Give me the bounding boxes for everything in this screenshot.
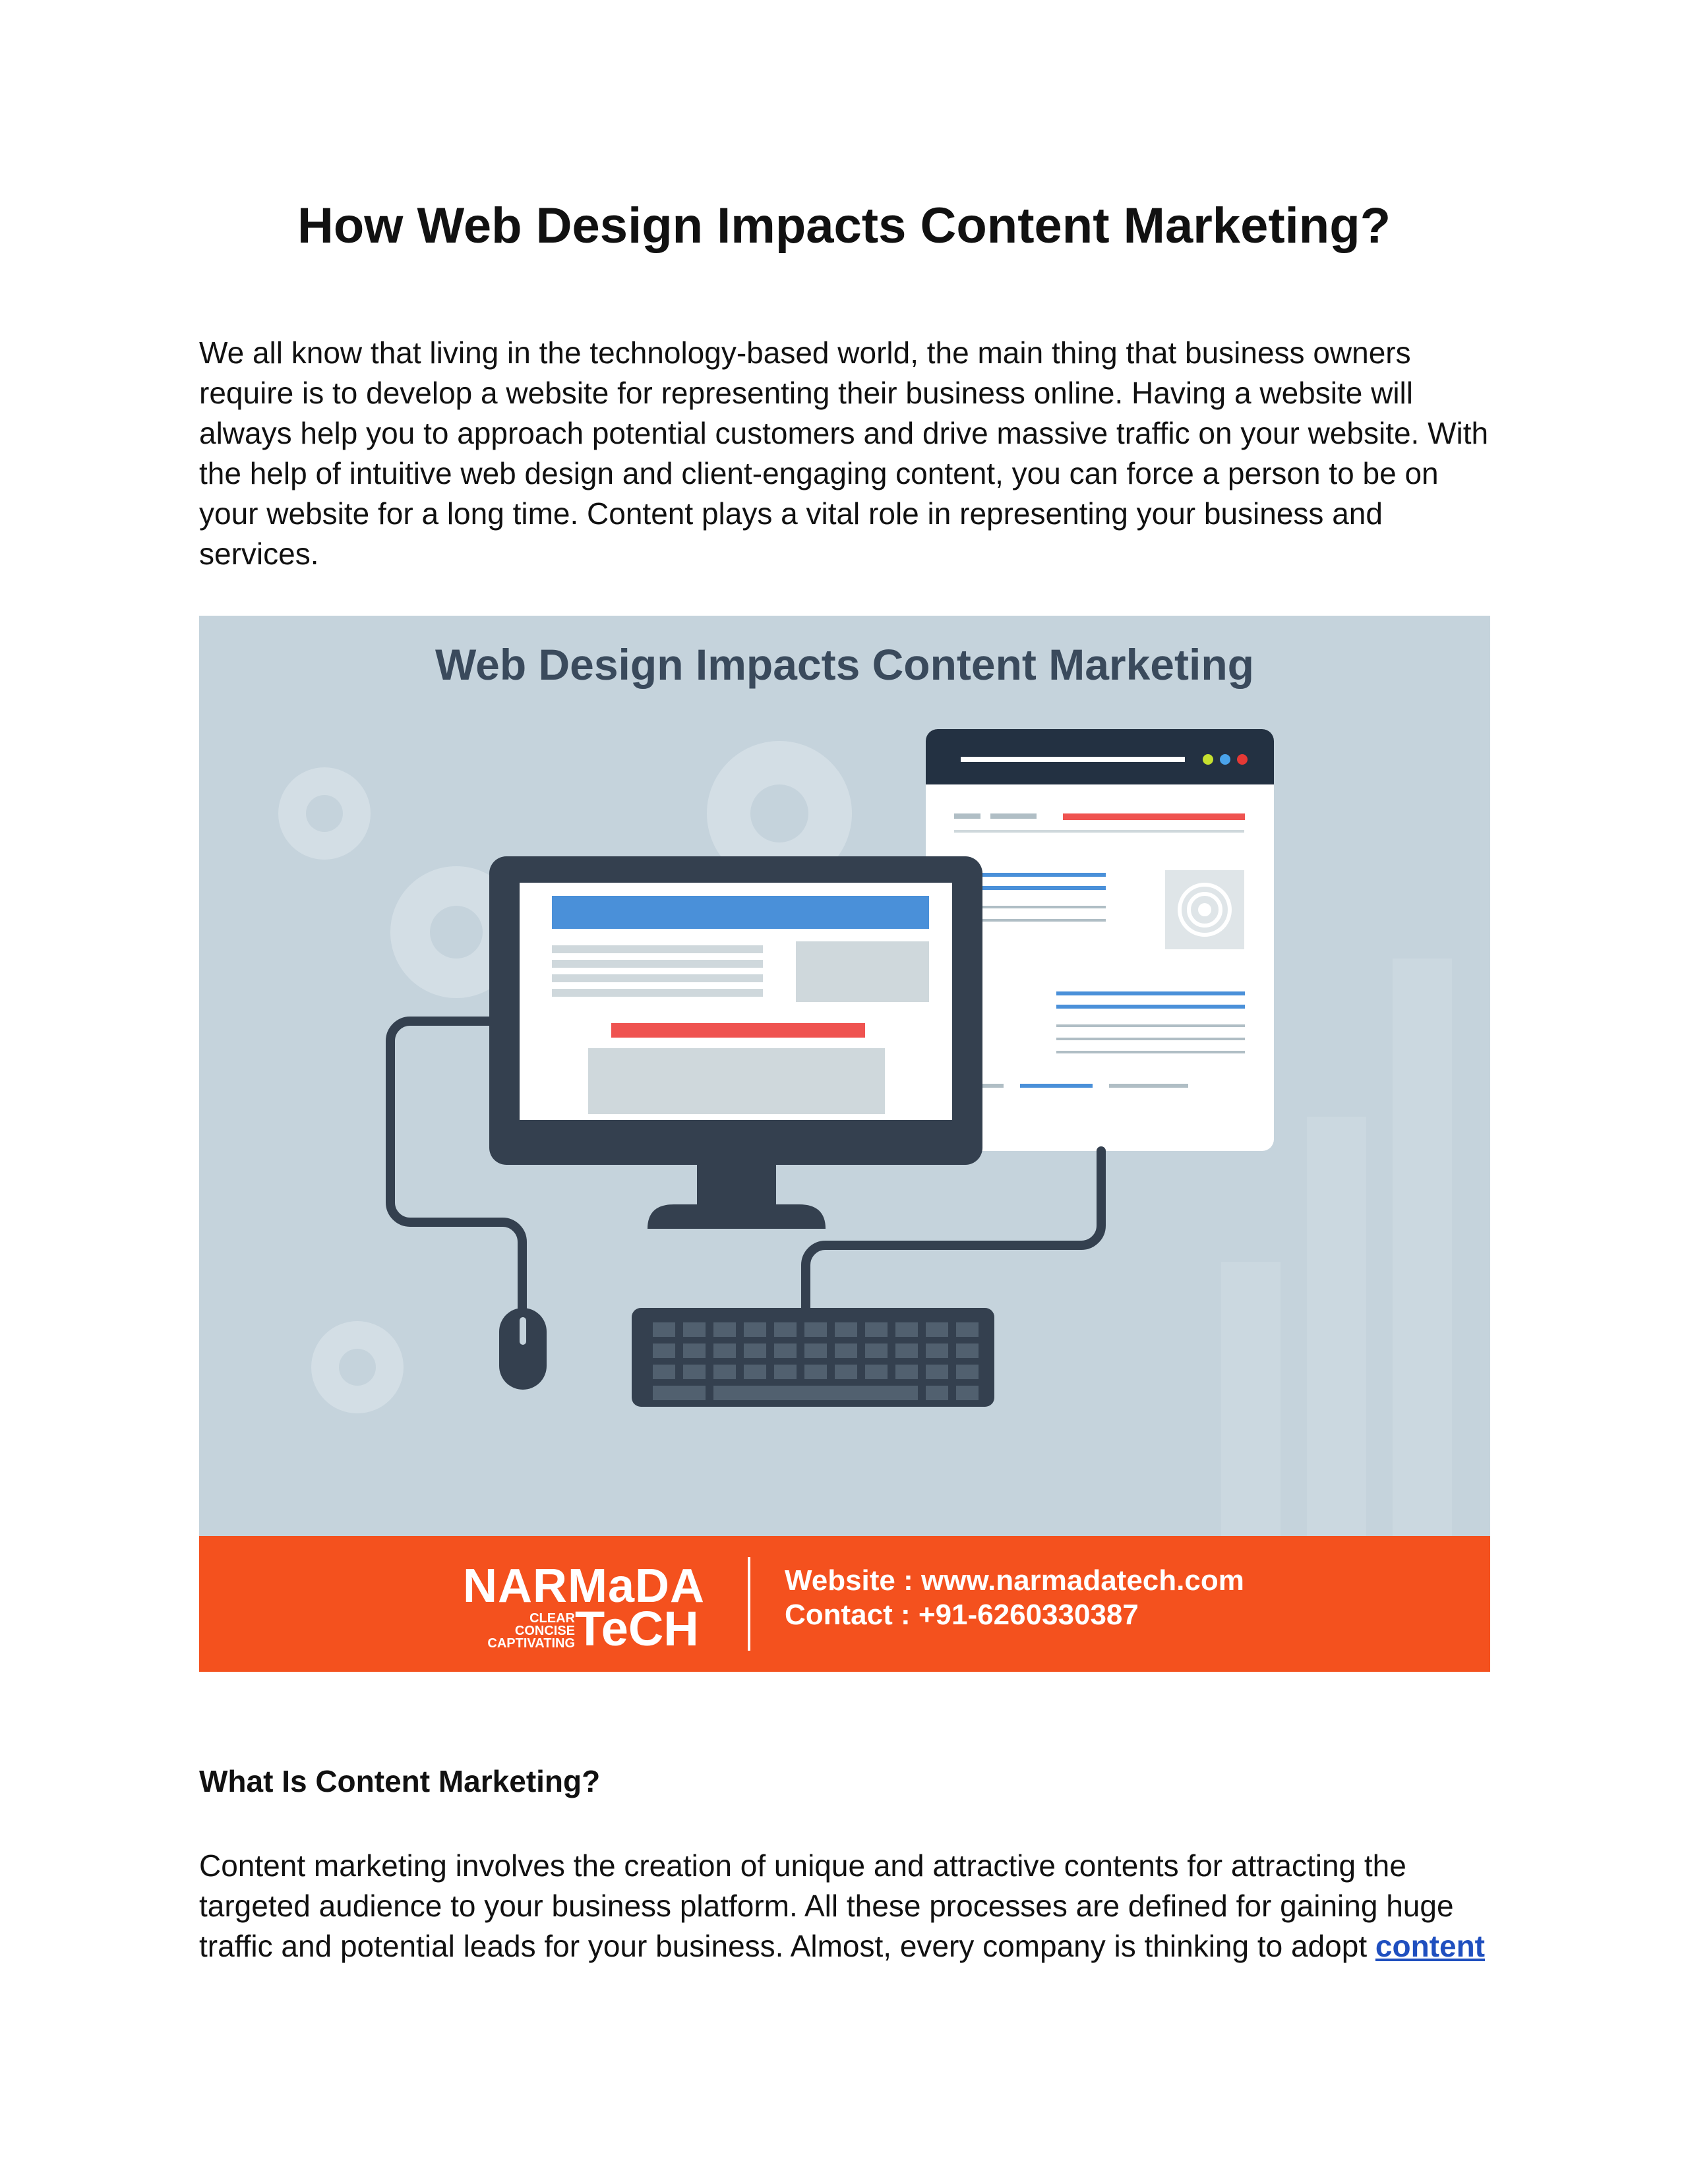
narmada-tech-logo	[463, 1560, 707, 1656]
section-paragraph	[199, 1846, 1490, 1966]
banner-illustration	[199, 616, 1490, 1672]
banner-footer	[199, 1536, 1490, 1672]
logo-tagline: CLEAR CONCISE CAPTIVATING	[487, 1611, 575, 1651]
footer-divider	[748, 1557, 750, 1651]
banner-title: Web Design Impacts Content Marketing	[435, 640, 1254, 689]
article-banner-image	[199, 616, 1490, 1672]
contact-info	[785, 1564, 1244, 1632]
logo-wordmark-bottom: TeCH	[575, 1601, 699, 1656]
page-title: How Web Design Impacts Content Marketing?	[297, 198, 1391, 254]
phone-text: Contact : +91-6260330387	[785, 1599, 1139, 1631]
intro-paragraph: We all know that living in the technology-based world, the main thing that business owners require is to develop a website for representing their business online. Having a website will always help you to approach potential customers and drive massive traffic on your website. With the help of intuitive web design and client-engaging content, you can force a person to be on your website for a long time. Content plays a vital role in representing your business and services.	[199, 336, 1489, 571]
logo-wordmark-top: NARMaDA	[463, 1560, 705, 1612]
keyboard-graphic	[632, 1308, 994, 1407]
section-text: Content marketing involves the creation of unique and attractive contents for attracting the targeted audience to your business platform. All these processes are defined for gaining huge traffic and potential leads for your business. Almost, every company is thinking to adopt	[199, 1848, 1454, 1963]
website-text: Website : www.narmadatech.com	[785, 1564, 1244, 1597]
section-heading: What Is Content Marketing?	[199, 1764, 601, 1798]
content-link[interactable]: content	[1375, 1929, 1486, 1963]
mouse-graphic	[499, 1308, 547, 1390]
monitor-graphic	[489, 856, 982, 1229]
